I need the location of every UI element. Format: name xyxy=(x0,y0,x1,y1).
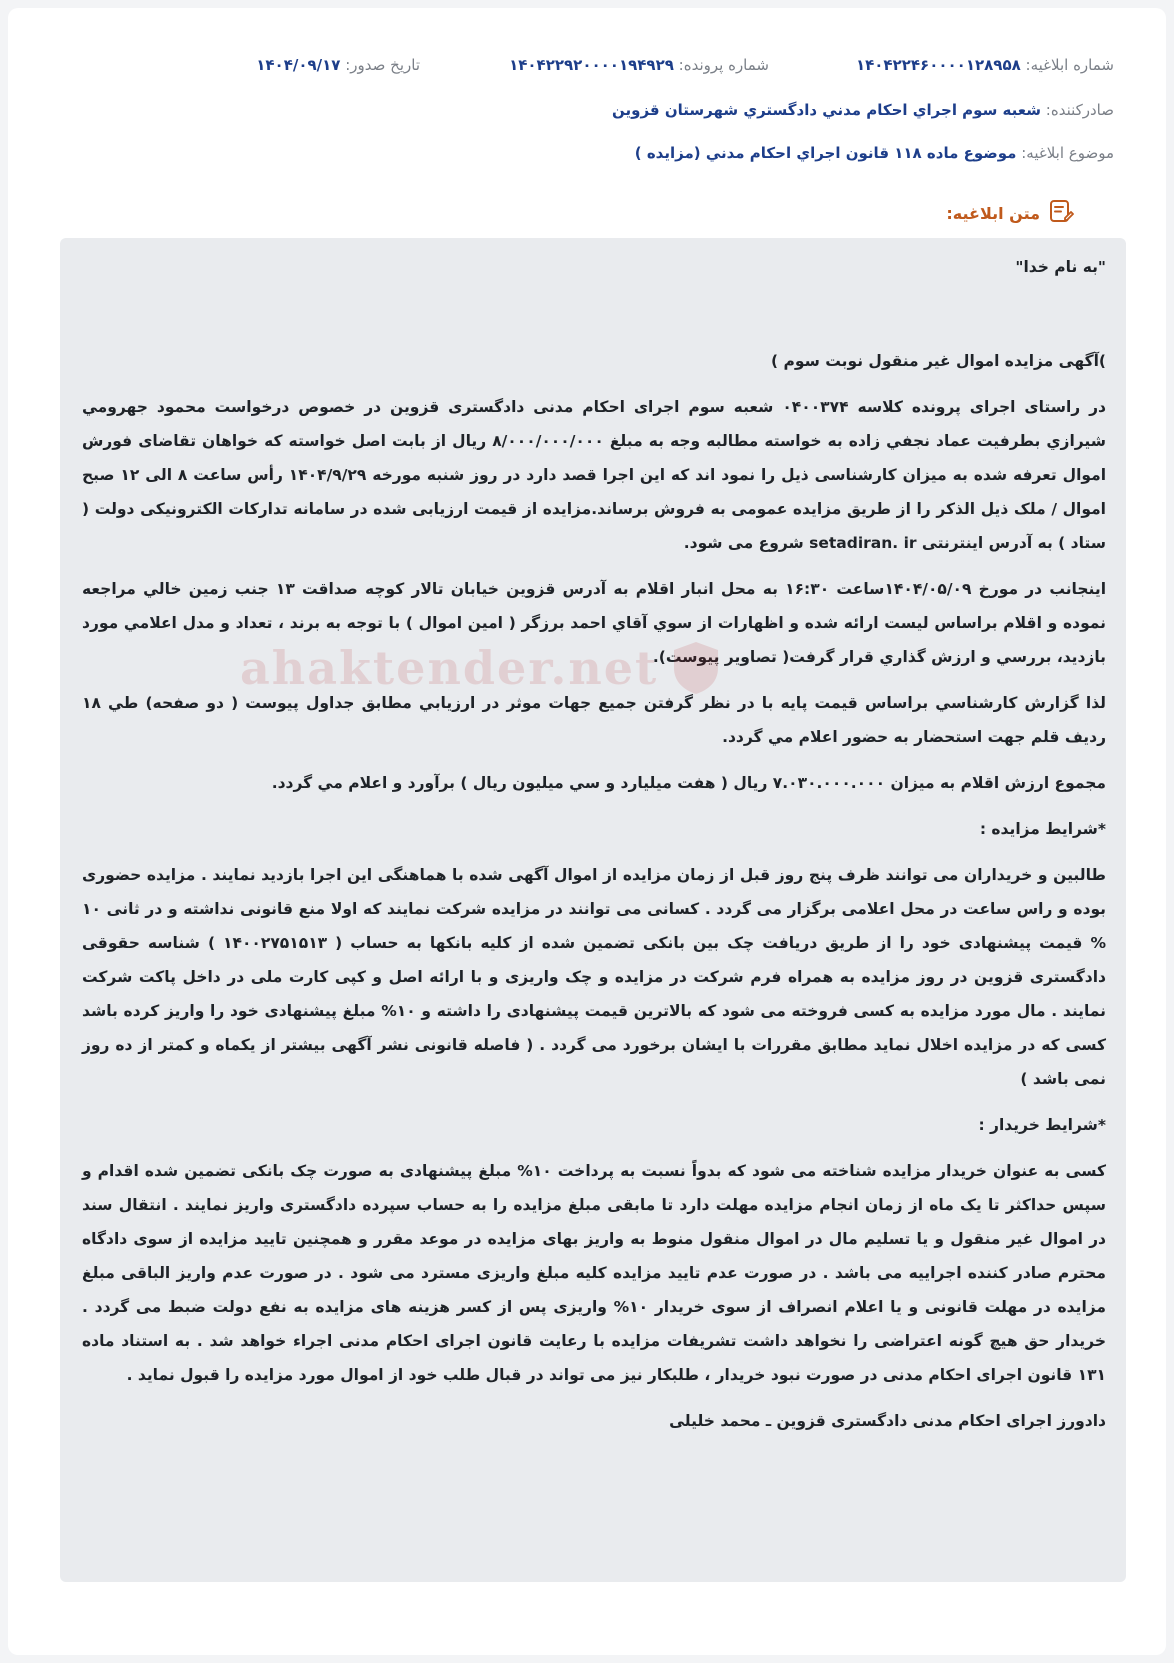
notice-number-value: ۱۴۰۴۲۲۴۶۰۰۰۰۱۲۸۹۵۸ xyxy=(855,56,1021,74)
paragraph-auction-conditions: طالبین و خریداران می توانند ظرف پنج روز قبل از زمان مزایده از اموال آگهی شده با هماهنگی این اجرا بازدید نمایند . مزایده حضوری بوده و راس ساعت در محل اعلامی برگزار می گردد . کسانی می توانند در مزایده شرکت نمایند که اولا منع قانونی نداشته و در ثانی ۱۰ % قیمت پیشنهادی خود را از طریق دریافت چک بین بانکی تضمین شده از کلیه بانکها به حساب ( ۱۴۰۰۲۷۵۱۵۱۳ ) شناسه حقوقی دادگستری قزوین در روز مزایده به همراه فرم شرکت در مزایده و چک واریزی و با ارائه اصل و کپی کارت ملی در داخل پاکت شرکت نمایند . مال مورد مزایده به کسی فروخته می شود که بالاترین قیمت پیشنهادی را داشته و ۱۰% مبلغ پیشنهادی خود را واریز کرده باشد کسی که در مزایده اخلال نماید مطابق مقررات با ایشان برخورد می گردد . ( فاصله قانونی نشر آگهی بیشتر از یکماه و کمتر از ده روز نمی باشد ) xyxy=(82,866,1106,1088)
notice-text-title: متن ابلاغیه: xyxy=(946,203,1040,223)
paragraph-inspection: اینجانب در مورخ ۱۴۰۴/۰۵/۰۹ساعت ۱۶:۳۰ به محل انبار اقلام به آدرس قزوین خیابان تالار کوچه صداقت ۱۳ جنب زمين خالي مراجعه نموده و اقلام براساس ليست ارائه شده و اظهارات از سوي آقاي احمد برزگر ( امين اموال ) با توجه به برند ، تعداد و مدل اعلامي مورد بازديد، بررسي و ارزش گذاري قرار گرفت( تصاوير پيوست). xyxy=(82,580,1107,666)
issuer-label: صادرکننده: xyxy=(1045,101,1114,119)
auction-conditions-heading: *شرایط مزایده : xyxy=(979,820,1106,838)
watermark-text: ahaktender.net xyxy=(240,641,659,695)
buyer-conditions-heading: *شرایط خریدار : xyxy=(978,1116,1106,1134)
paragraph-report: لذا گزارش كارشناسي براساس قيمت پايه با در نظر گرفتن جميع جهات موثر در ارزيابي مطابق جداول پيوست ( دو صفحه) طي ۱۸ رديف قلم جهت استحضار به حضور اعلام مي گردد. xyxy=(82,694,1106,746)
meta-row-ids xyxy=(60,50,1114,80)
case-number-value: ۱۴۰۴۲۲۹۲۰۰۰۰۱۹۴۹۲۹ xyxy=(509,56,674,74)
opening-phrase: "به نام خدا" xyxy=(1015,258,1106,276)
notice-number xyxy=(856,50,1114,80)
subject-label: موضوع ابلاغیه: xyxy=(1021,144,1114,162)
paragraph-total-value: مجموع ارزش اقلام به ميزان ۷.۰۳۰.۰۰۰.۰۰۰ ريال ( هفت ميليارد و سي ميليون ريال ) برآورد و اعلام مي گردد. xyxy=(271,774,1106,792)
notice-number-label: شماره ابلاغیه: xyxy=(1025,56,1114,74)
meta-row-issuer xyxy=(60,95,1114,125)
notice-body xyxy=(60,238,1126,1582)
case-number xyxy=(509,50,769,80)
issue-date-label: تاریخ صدور: xyxy=(345,56,420,74)
auction-title: )آگهی مزایده اموال غیر منقول نوبت سوم ) xyxy=(771,352,1106,370)
meta-row-subject xyxy=(60,138,1114,168)
case-number-label: شماره پرونده: xyxy=(678,56,769,74)
document-edit-icon xyxy=(1048,198,1074,228)
paragraph-buyer-conditions: کسی به عنوان خریدار مزایده شناخته می شود که بدواً نسبت به پرداخت ۱۰% مبلغ پیشنهادی به صورت چک بانکی تضمین شده اقدام و سپس حداکثر تا یک ماه از زمان انجام مزایده مهلت دارد تا مابقی مبلغ مزایده را به حساب سپرده دادگستری واریز نمایند . انتقال سند در اموال غیر منقول و یا تسلیم مال در اموال منقول منوط به واریز بهای مزایده در موعد مقرر و همچنین تایید مزایده از سوی دادگاه محترم صادر کننده اجراییه می باشد . در صورت عدم تایید مزایده کلیه مبلغ واریزی مسترد می شود . در صورت عدم واریز الباقی مبلغ مزایده در مهلت قانونی و یا اعلام انصراف از سوی خریدار ۱۰% واریزی پس از کسر هزینه های مزایده به نفع دولت ضبط می گردد . خریدار حق هیچ گونه اعتراضی را نخواهد داشت تشریفات مزایده با رعایت قانون اجرای احکام مدنی اجراء خواهد شد . به استناد ماده ۱۳۱ قانون اجرای احکام مدنی در صورت نبود خریدار ، طلبکار نیز می تواند در قبال طلب خود از اموال مورد مزایده را قبول نماید . xyxy=(82,1162,1106,1384)
subject-value: موضوع ماده ۱۱۸ قانون اجراي احکام مدني (مزايده ) xyxy=(634,144,1017,162)
paragraph-intro: در راستای اجرای پرونده کلاسه ۰۴۰۰۳۷۴ شعبه سوم اجرای احکام مدنی دادگستری قزوین در خصوص درخواست محمود جهرومي شيرازي بطرفيت عماد نجفي زاده به خواسته مطالبه وجه به مبلغ ۸/۰۰۰/۰۰۰/۰۰۰ ريال از بابت اصل خواسته که خواهان تقاضای فورش اموال تعرفه شده به میزان کارشناسی ذیل را نمود اند که این اجرا قصد دارد در روز شنبه مورخه ۱۴۰۴/۹/۲۹ رأس ساعت ۸ الی ۱۲ صبح اموال / ملک ذیل الذکر را از طریق مزایده عمومی به فروش برساند.مزایده از قیمت ارزیابی شده در سامانه تدارکات الکترونیکی دولت ( ستاد ) به آدرس اینترنتی setadiran. ir شروع می شود. xyxy=(82,398,1107,552)
issue-date xyxy=(256,50,420,80)
issue-date-value: ۱۴۰۴/۰۹/۱۷ xyxy=(256,56,341,74)
issuer-value: شعبه سوم اجراي احکام مدني دادگستري شهرستان قزوين xyxy=(611,101,1041,119)
notice-text-heading xyxy=(946,198,1074,228)
signature: دادورز اجرای احکام مدنی دادگستری قزوین ـ محمد خلیلی xyxy=(669,1412,1106,1430)
